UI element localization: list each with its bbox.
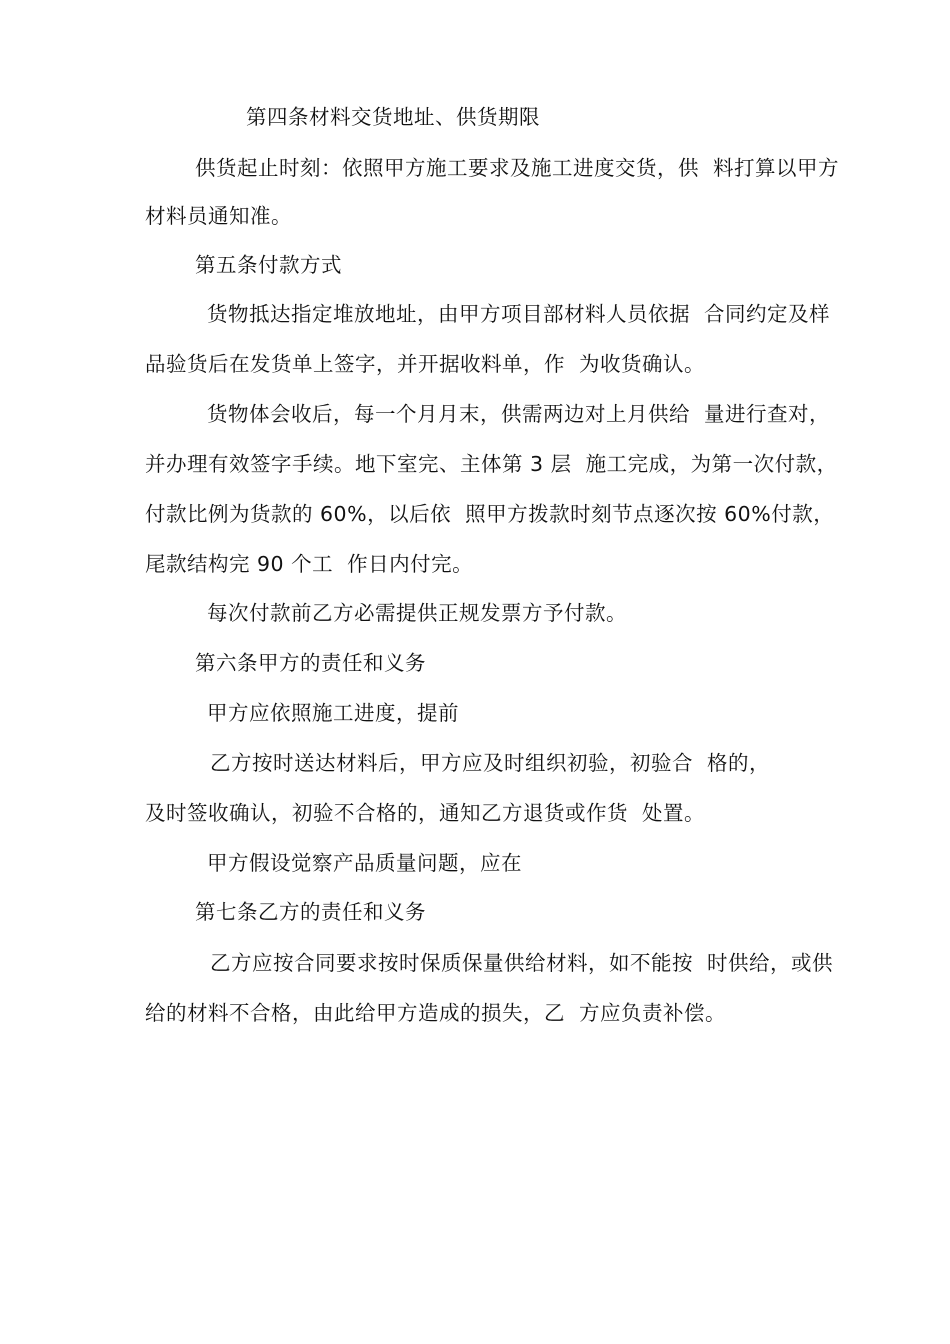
paragraph-line: 付款比例为货款的 60%，以后依 照甲方拨款时刻节点逐次按 60%付款， [145,502,835,526]
paragraph-line: 并办理有效签字手续。地下室完、主体第 3 层 施工完成，为第一次付款， [145,452,838,476]
paragraph-line: 货物体会收后，每一个月月末，供需两边对上月供给 量进行查对， [207,402,831,426]
paragraph-line: 乙方应按合同要求按时保质保量供给材料，如不能按 时供给，或供 [210,951,834,975]
article-7-heading: 第七条乙方的责任和义务 [195,900,426,924]
paragraph-line: 乙方按时送达材料后，甲方应及时组织初验，初验合 格的， [210,751,771,775]
paragraph-line: 给的材料不合格，由此给甲方造成的损失，乙 方应负责补偿。 [145,1001,727,1025]
paragraph-line: 甲方应依照施工进度，提前 [207,701,459,725]
paragraph-line: 货物抵达指定堆放地址，由甲方项目部材料人员依据 合同约定及样 [207,302,831,326]
paragraph-line: 材料员通知准。 [145,204,292,228]
article-4-heading: 第四条材料交货地址、供货期限 [246,105,540,129]
article-6-heading: 第六条甲方的责任和义务 [195,651,426,675]
paragraph-line: 尾款结构完 90 个工 作日内付完。 [145,552,474,576]
paragraph-line: 甲方假设觉察产品质量问题，应在 [207,851,522,875]
paragraph-line: 供货起止时刻：依照甲方施工要求及施工进度交货，供 料打算以甲方 [195,156,840,180]
paragraph-line: 及时签收确认，初验不合格的，通知乙方退货或作货 处置。 [145,801,706,825]
article-5-heading: 第五条付款方式 [195,253,342,277]
paragraph-line: 品验货后在发货单上签字，并开据收料单，作 为收货确认。 [145,352,706,376]
paragraph-line: 每次付款前乙方必需提供正规发票方予付款。 [207,601,627,625]
